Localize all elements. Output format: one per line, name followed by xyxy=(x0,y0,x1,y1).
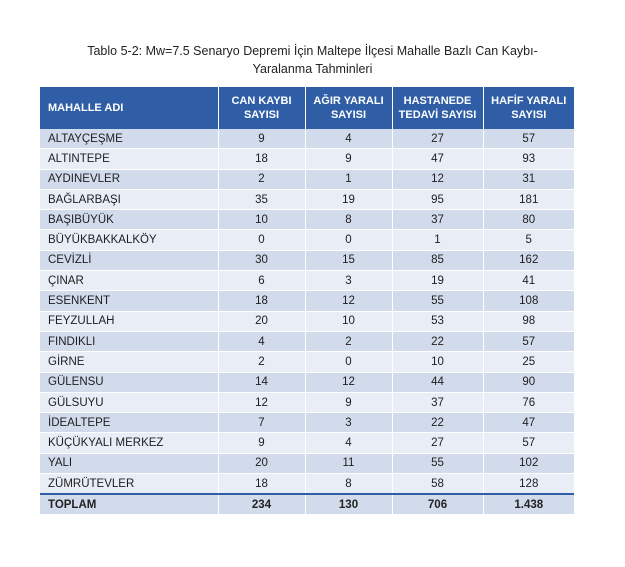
cell-light-injuries: 5 xyxy=(483,230,574,250)
cell-neighborhood-name: GÜLSUYU xyxy=(40,392,218,412)
header-row xyxy=(40,87,574,129)
cell-deaths: 4 xyxy=(218,331,305,351)
cell-light-injuries: 102 xyxy=(483,453,574,473)
cell-severe-injuries: 11 xyxy=(305,453,392,473)
cell-severe-injuries: 9 xyxy=(305,392,392,412)
cell-light-injuries: 108 xyxy=(483,291,574,311)
cell-neighborhood-name: BÜYÜKBAKKALKÖY xyxy=(40,230,218,250)
total-hospital: 706 xyxy=(392,494,483,514)
cell-light-injuries: 57 xyxy=(483,129,574,149)
cell-neighborhood-name: GİRNE xyxy=(40,352,218,372)
cell-deaths: 20 xyxy=(218,311,305,331)
cell-hospital-treatment: 55 xyxy=(392,453,483,473)
total-deaths: 234 xyxy=(218,494,305,514)
cell-hospital-treatment: 10 xyxy=(392,352,483,372)
cell-deaths: 30 xyxy=(218,250,305,270)
cell-deaths: 2 xyxy=(218,169,305,189)
cell-severe-injuries: 1 xyxy=(305,169,392,189)
total-row xyxy=(40,494,574,514)
casualty-table xyxy=(40,87,574,514)
cell-light-injuries: 90 xyxy=(483,372,574,392)
cell-hospital-treatment: 53 xyxy=(392,311,483,331)
cell-severe-injuries: 19 xyxy=(305,189,392,209)
header-deaths: CAN KAYBI SAYISI xyxy=(218,87,305,129)
table-row xyxy=(40,474,574,495)
table-row xyxy=(40,129,574,149)
cell-hospital-treatment: 55 xyxy=(392,291,483,311)
table-row xyxy=(40,392,574,412)
cell-neighborhood-name: İDEALTEPE xyxy=(40,413,218,433)
total-light: 1.438 xyxy=(483,494,574,514)
header-neighborhood-name: MAHALLE ADI xyxy=(40,87,218,129)
cell-deaths: 20 xyxy=(218,453,305,473)
cell-light-injuries: 98 xyxy=(483,311,574,331)
cell-deaths: 10 xyxy=(218,210,305,230)
cell-severe-injuries: 12 xyxy=(305,372,392,392)
table-row xyxy=(40,230,574,250)
cell-severe-injuries: 15 xyxy=(305,250,392,270)
cell-hospital-treatment: 47 xyxy=(392,149,483,169)
cell-deaths: 9 xyxy=(218,433,305,453)
cell-deaths: 0 xyxy=(218,230,305,250)
cell-deaths: 18 xyxy=(218,291,305,311)
cell-light-injuries: 76 xyxy=(483,392,574,412)
table-row xyxy=(40,453,574,473)
cell-hospital-treatment: 44 xyxy=(392,372,483,392)
cell-light-injuries: 57 xyxy=(483,331,574,351)
caption-line-2: Yaralanma Tahminleri xyxy=(252,62,373,76)
total-label: TOPLAM xyxy=(40,494,218,514)
total-severe: 130 xyxy=(305,494,392,514)
cell-light-injuries: 57 xyxy=(483,433,574,453)
cell-hospital-treatment: 58 xyxy=(392,474,483,495)
table-row xyxy=(40,169,574,189)
cell-severe-injuries: 8 xyxy=(305,474,392,495)
cell-light-injuries: 162 xyxy=(483,250,574,270)
cell-hospital-treatment: 37 xyxy=(392,210,483,230)
cell-neighborhood-name: BAŞIBÜYÜK xyxy=(40,210,218,230)
cell-severe-injuries: 8 xyxy=(305,210,392,230)
cell-neighborhood-name: CEVİZLİ xyxy=(40,250,218,270)
cell-hospital-treatment: 19 xyxy=(392,271,483,291)
cell-severe-injuries: 3 xyxy=(305,271,392,291)
cell-light-injuries: 31 xyxy=(483,169,574,189)
table-row xyxy=(40,413,574,433)
cell-neighborhood-name: YALI xyxy=(40,453,218,473)
table-row xyxy=(40,271,574,291)
cell-deaths: 2 xyxy=(218,352,305,372)
cell-light-injuries: 41 xyxy=(483,271,574,291)
cell-neighborhood-name: ESENKENT xyxy=(40,291,218,311)
cell-severe-injuries: 0 xyxy=(305,352,392,372)
table-body xyxy=(40,129,574,494)
cell-hospital-treatment: 22 xyxy=(392,331,483,351)
cell-hospital-treatment: 85 xyxy=(392,250,483,270)
cell-neighborhood-name: AYDINEVLER xyxy=(40,169,218,189)
cell-hospital-treatment: 37 xyxy=(392,392,483,412)
cell-deaths: 35 xyxy=(218,189,305,209)
cell-neighborhood-name: FEYZULLAH xyxy=(40,311,218,331)
table-row xyxy=(40,149,574,169)
cell-severe-injuries: 12 xyxy=(305,291,392,311)
cell-deaths: 9 xyxy=(218,129,305,149)
cell-neighborhood-name: FINDIKLI xyxy=(40,331,218,351)
cell-neighborhood-name: ALTAYÇEŞME xyxy=(40,129,218,149)
cell-neighborhood-name: ZÜMRÜTEVLER xyxy=(40,474,218,495)
header-severe-injuries: AĞIR YARALI SAYISI xyxy=(305,87,392,129)
cell-neighborhood-name: KÜÇÜKYALI MERKEZ xyxy=(40,433,218,453)
cell-hospital-treatment: 27 xyxy=(392,129,483,149)
table-row xyxy=(40,433,574,453)
header-light-injuries: HAFİF YARALI SAYISI xyxy=(483,87,574,129)
cell-light-injuries: 128 xyxy=(483,474,574,495)
cell-light-injuries: 25 xyxy=(483,352,574,372)
cell-severe-injuries: 2 xyxy=(305,331,392,351)
cell-severe-injuries: 3 xyxy=(305,413,392,433)
table-footer xyxy=(40,494,574,514)
table-row xyxy=(40,250,574,270)
cell-neighborhood-name: GÜLENSU xyxy=(40,372,218,392)
table-row xyxy=(40,189,574,209)
cell-light-injuries: 93 xyxy=(483,149,574,169)
cell-deaths: 18 xyxy=(218,149,305,169)
cell-severe-injuries: 10 xyxy=(305,311,392,331)
table-row xyxy=(40,352,574,372)
table-row xyxy=(40,210,574,230)
header-hospital-treatment: HASTANEDE TEDAVİ SAYISI xyxy=(392,87,483,129)
cell-hospital-treatment: 1 xyxy=(392,230,483,250)
cell-hospital-treatment: 12 xyxy=(392,169,483,189)
table-header xyxy=(40,87,574,129)
cell-severe-injuries: 4 xyxy=(305,433,392,453)
table-row xyxy=(40,311,574,331)
cell-severe-injuries: 9 xyxy=(305,149,392,169)
cell-deaths: 12 xyxy=(218,392,305,412)
cell-light-injuries: 181 xyxy=(483,189,574,209)
cell-severe-injuries: 4 xyxy=(305,129,392,149)
table-row xyxy=(40,372,574,392)
table-row xyxy=(40,331,574,351)
cell-deaths: 6 xyxy=(218,271,305,291)
cell-light-injuries: 80 xyxy=(483,210,574,230)
table-row xyxy=(40,291,574,311)
cell-neighborhood-name: BAĞLARBAŞI xyxy=(40,189,218,209)
cell-hospital-treatment: 95 xyxy=(392,189,483,209)
cell-neighborhood-name: ÇINAR xyxy=(40,271,218,291)
cell-deaths: 14 xyxy=(218,372,305,392)
cell-deaths: 7 xyxy=(218,413,305,433)
cell-hospital-treatment: 27 xyxy=(392,433,483,453)
table-caption xyxy=(40,42,585,78)
cell-light-injuries: 47 xyxy=(483,413,574,433)
cell-severe-injuries: 0 xyxy=(305,230,392,250)
cell-deaths: 18 xyxy=(218,474,305,495)
caption-line-1: Tablo 5-2: Mw=7.5 Senaryo Depremi İçin Maltepe İlçesi Mahalle Bazlı Can Kaybı- xyxy=(87,44,538,58)
cell-neighborhood-name: ALTINTEPE xyxy=(40,149,218,169)
cell-hospital-treatment: 22 xyxy=(392,413,483,433)
